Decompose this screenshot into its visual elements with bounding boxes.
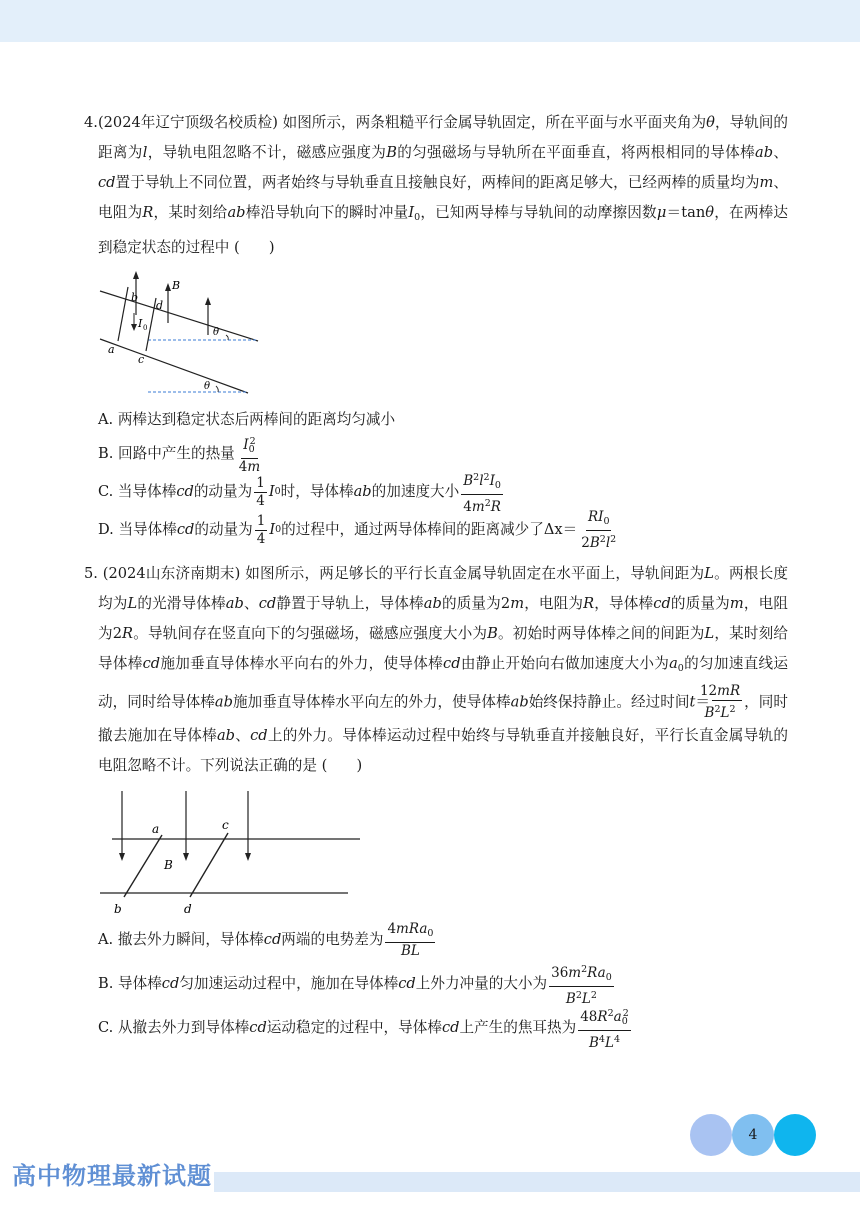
- page-number: 4: [748, 1127, 758, 1143]
- fig4-label-a: a: [108, 343, 115, 356]
- svg-text:0: 0: [143, 324, 148, 332]
- q4-option-c: C. 当导体棒 cd 的动量为 $\frac{1}{4}$ I 0 时，导体棒 ab 的加速度大小 $\frac{B^2l^2I_0}{4m^2R}$: [98, 471, 501, 515]
- fig4-label-d: d: [156, 299, 164, 312]
- footer-band: [214, 1172, 860, 1192]
- page-number-badge: [690, 1114, 816, 1156]
- footer-brand: 高中物理最新试题: [12, 1162, 212, 1190]
- fig5-label-a: a: [152, 822, 160, 836]
- fig5-label-c: c: [222, 818, 229, 832]
- fig5-label-d: d: [184, 902, 192, 916]
- q5-option-a: A. 撤去外力瞬间，导体棒 cd 两端的电势差为 $\frac{4mRa_0}{BL}$: [98, 920, 434, 959]
- q5-option-b: B. 导体棒 cd 匀加速运动过程中，施加在导体棒 cd 上外力冲量的大小为 $\frac{36m^2Ra_0}{B^2L^2}$: [98, 963, 612, 1007]
- q5-option-c: C. 从撤去外力到导体棒 cd 运动稳定的过程中，导体棒 cd 上产生的焦耳热为 $\frac{48R^2a_0^2}{B^4L^4}$: [98, 1007, 629, 1051]
- fig4-label-b: b: [131, 291, 139, 304]
- question-4-figure: [98, 269, 278, 399]
- fig4-label-c: c: [138, 353, 145, 366]
- page-content: [84, 108, 789, 1051]
- header-band: [0, 0, 860, 42]
- question-5-figure: [98, 789, 368, 919]
- fig4-label-B: B: [172, 279, 181, 292]
- question-5-stem: 5. (2024山东济南期末) 如图所示，两足够长的平行长直金属导轨固定在水平面上，导轨间距为L。两根长度均为L的光滑导体棒ab、cd静置于导轨上，导体棒ab的质量为2m，电阻为R，导体棒cd的质量为m，电阻为2R。导轨间存在竖直向下的匀强磁场，磁感应强度大小为B。初始时两导体棒之间的间距为L，某时刻给导体棒cd施加垂直导体棒水平向右的外力，使导体棒cd由静止开始向右做加速度大小为$a_0$的匀加速直线运动，同时给导体棒ab施加垂直导体棒水平向左的外力，使导体棒ab始终保持静止。经过时间t＝ $\frac{12mR}{B^2L^2}$ ，同时撤去施加在导体棒ab、cd上的外力。导体棒运动过程中始终与导轨垂直并接触良好，平行长直金属导轨的电阻忽略不计。下列说法正确的是 ( ): [84, 565, 789, 774]
- q4-option-d: D. 当导体棒 cd 的动量为 $\frac{1}{4}$ I 0 的过程中，通过两导体棒间的距离减少了 Δx ＝ $\frac{RI_0}{2B^2l^2}$: [98, 508, 617, 551]
- question-4-stem: 4.(2024年辽宁顶级名校质检) 如图所示，两条粗糙平行金属导轨固定，所在平面与水平面夹角为θ，导轨间的距离为l，导轨电阻忽略不计，磁感应强度为B的匀强磁场与导轨所在平面垂直，将两根相同的导体棒ab、cd置于导轨上不同位置，两者始终与导轨垂直且接触良好，两棒间的距离足够大，已经两棒的质量均为m、电阻为R，某时刻给ab棒沿导轨向下的瞬时冲量$I_0$，已知两导棒与导轨间的动摩擦因数μ＝tanθ，在两棒达到稳定状态的过程中 ( ): [84, 114, 788, 256]
- fig5-label-B: B: [164, 858, 173, 872]
- q4-option-b: B. 回路中产生的热量 $\frac{I_0^2}{4m}$: [98, 435, 261, 475]
- fig4-theta-2: θ: [204, 381, 211, 392]
- q4-option-a: A. 两棒达到稳定状态后两棒间的距离均匀减小: [98, 411, 396, 428]
- fig4-theta-1: θ: [213, 327, 220, 338]
- fig5-label-b: b: [114, 902, 122, 916]
- fig4-label-I: I: [138, 317, 143, 330]
